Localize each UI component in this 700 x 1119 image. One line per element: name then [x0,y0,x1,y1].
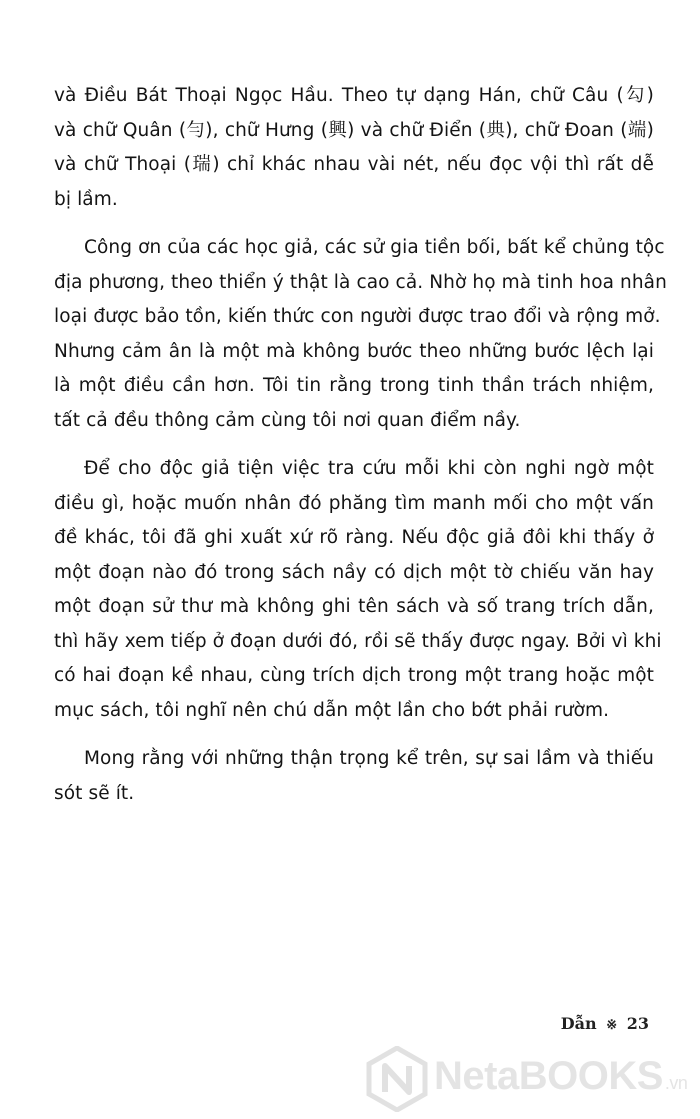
watermark-text [434,1054,687,1099]
netabooks-logo-icon [366,1046,428,1112]
text-line: Mong rằng với những thận trọng kể trên, sự sai lầm và thiếu [84,748,654,769]
text-line: một đoạn sử thư mà không ghi tên sách và số trang trích dẫn, [54,596,654,617]
text-line: và chữ Quân (勻), chữ Hưng (興) và chữ Điển (典), chữ Đoan (端) [54,119,654,141]
page-number: 23 [626,1014,649,1033]
text-line: mục sách, tôi nghĩ nên chú dẫn một lần cho bớt phải rườm. [54,699,610,721]
watermark-brand: NetaBOOKS [434,1054,663,1098]
paragraph-4 [54,742,654,811]
text-line: sót sẽ ít. [54,782,135,804]
text-line: đề khác, tôi đã ghi xuất xứ rõ ràng. Nếu độc giả đôi khi thấy ở [54,527,654,548]
page-footer [561,1014,649,1033]
running-section-title: Dẫn [560,1014,597,1033]
text-line: điều gì, hoặc muốn nhân đó phăng tìm manh mối cho một vấn [54,492,654,514]
watermark-tld: .vn [664,1073,688,1093]
text-line: thì hãy xem tiếp ở đoạn dưới đó, rồi sẽ thấy được ngay. Bởi vì khi [54,630,662,652]
paragraph-2 [54,231,667,438]
text-line: Công ơn của các học giả, các sử gia tiền bối, bất kể chủng tộc [84,237,665,258]
text-line: và Điều Bát Thoại Ngọc Hầu. Theo tự dạng Hán, chữ Câu (勾) [54,85,654,106]
page-body [54,79,667,811]
text-line: Để cho độc giả tiện việc tra cứu mỗi khi còn nghi ngờ một [84,458,654,479]
paragraph-1 [54,79,654,217]
text-line: là một điều cần hơn. Tôi tin rằng trong tinh thần trách nhiệm, [54,375,654,396]
text-line: Nhưng cảm ân là một mà không bước theo những bước lệch lại [54,340,654,362]
paragraph-3 [54,452,662,728]
ornament-separator: ※ [606,1018,618,1033]
text-line: địa phương, theo thiển ý thật là cao cả. Nhờ họ mà tinh hoa nhân [54,271,667,293]
text-line: bị lầm. [54,188,118,210]
text-line: loại được bảo tồn, kiến thức con người được trao đổi và rộng mở. [54,306,661,327]
watermark [366,1046,696,1112]
text-line: và chữ Thoại (瑞) chỉ khác nhau vài nét, nếu đọc vội thì rất dễ [54,154,654,175]
text-line: có hai đoạn kề nhau, cùng trích dịch trong một trang hoặc một [54,665,654,686]
text-line: một đoạn nào đó trong sách nầy có dịch một tờ chiếu văn hay [54,561,654,583]
text-line: tất cả đều thông cảm cùng tôi nơi quan điểm nầy. [54,409,521,431]
